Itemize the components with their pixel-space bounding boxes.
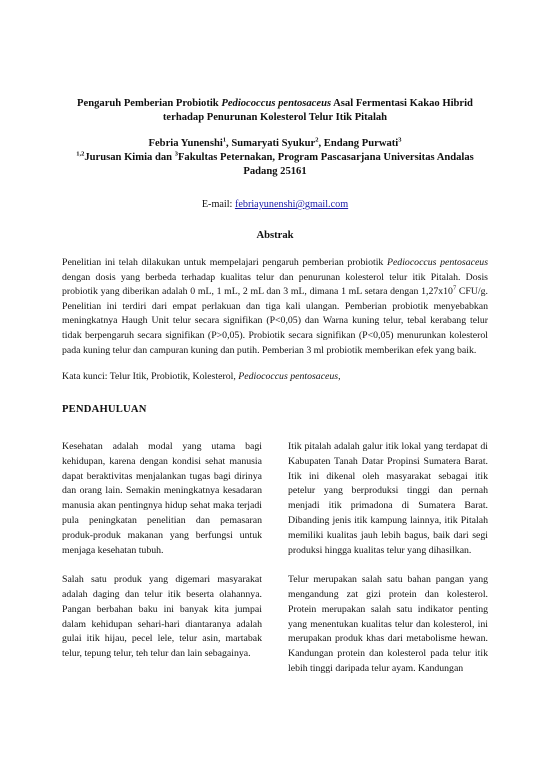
email-label: E-mail: bbox=[201, 199, 235, 210]
author-2-sup: 2 bbox=[315, 136, 319, 144]
affiliation-sup-1: 1,2 bbox=[76, 150, 85, 158]
right-paragraph-2: Telur merupakan salah satu bahan pangan yang mengandung zat gizi protein dan kolesterol. Protein merupakan salah satu indikator penting yang menentukan kualitas telur dan kolesterol, ini merupakan produk khas dari metabolisme hewan. Kandungan protein dan kolesterol pada telur itik lebih tinggi daripada telur ayam. Kandungan bbox=[288, 574, 488, 674]
affiliation-city: Padang 25161 bbox=[243, 166, 307, 177]
section-heading: PENDAHULUAN bbox=[62, 404, 147, 415]
abstract-species: Pediococcus pentosaceus bbox=[386, 257, 489, 268]
affiliation-text-2: Fakultas Peternakan, Program Pascasarjana Universitas Andalas bbox=[177, 152, 474, 163]
author-3: , Endang Purwati bbox=[318, 138, 399, 149]
paper-title bbox=[60, 97, 490, 125]
abstract-text-2: dengan dosis yang berbeda terhadap kualitas telur dan penurunan kolesterol telur itik Pitalah. Dosis probiotik yang diberikan adalah 0 mL, 1 mL, 2 mL dan 3 mL, dimana 1 mL setara dengan 1,27x10 bbox=[62, 271, 488, 298]
title-species: Pediococcus pentosaceus bbox=[221, 98, 332, 109]
title-line-1 bbox=[60, 97, 490, 111]
abstract-text-1: Penelitian ini telah dilakukan untuk mempelajari pengaruh pemberian probiotik bbox=[62, 257, 387, 268]
email-line bbox=[50, 198, 500, 211]
left-column bbox=[62, 440, 262, 677]
abstract-text-3: CFU/g. Penelitian ini terdiri dari empat perlakuan dan tiga kali ulangan. Pemberian probiotik menyebabkan meningkatnya Haugh Unit telur secara signifikan (P<0,05) dan Warna kuning telur, tebal kerabang telur tidak berpengaruh secara signifikan (P>0,05). Probiotik secara signifikan (P<0,05) menurunkan kolesterol pada kuning telur dan campuran kuning dan putih. Pemberian 3 ml probiotik memberikan efek yang baik. bbox=[62, 286, 488, 356]
keywords-species: Pediococcus pentosaceus bbox=[238, 371, 339, 382]
affiliation-text-1: Jurusan Kimia dan bbox=[84, 152, 175, 163]
title-text: Pengaruh Pemberian Probiotik bbox=[77, 98, 222, 109]
author-3-sup: 3 bbox=[398, 136, 402, 144]
abstract-heading: Abstrak bbox=[256, 230, 294, 241]
left-paragraph-2: Salah satu produk yang digemari masyarakat adalah daging dan telur itik beserta olahannya. Pangan berbahan baku ini banyak kita jumpai dalam kehidupan sehari-hari diantaranya adalah gulai itik hijau, pecel lele, telur asin, martabak telur, tepung telur, teh telur dan lain sebagainya. bbox=[62, 574, 262, 660]
keywords-end: , bbox=[338, 371, 341, 382]
title-text-end: Asal Fermentasi Kakao Hibrid bbox=[331, 98, 473, 109]
abstract-exponent: 7 bbox=[452, 284, 457, 292]
affiliation bbox=[50, 151, 500, 165]
abstract-body bbox=[62, 256, 488, 358]
keywords bbox=[62, 370, 488, 383]
affiliation-sup-2: 3 bbox=[174, 150, 178, 158]
email-link[interactable]: febriayunenshi@gmail.com bbox=[234, 199, 349, 210]
author-block bbox=[50, 137, 500, 179]
author-1-sup: 1 bbox=[222, 136, 227, 144]
left-paragraph-1: Kesehatan adalah modal yang utama bagi kehidupan, karena dengan kondisi sehat manusia dapat beraktivitas menjalankan tugas bagi dirinya dan orang lain. Semakin meningkatnya kesadaran manusia akan pentingnya hidup sehat maka terjadi pula peningkatan penelitian dan pemasaran produk-produk makanan yang berfungsi untuk menjaga kesehatan tubuh. bbox=[62, 441, 262, 556]
author-1: Febria Yunenshi bbox=[148, 138, 223, 149]
right-paragraph-1: Itik pitalah adalah galur itik lokal yang terdapat di Kabupaten Tanah Datar Propinsi Sumatera Barat. Itik ini dikenal oleh masyarakat sebagai itik petelur yang berproduksi tinggi dan pernah menjadi itik primadona di Sumatera Barat. Dibanding jenis itik kampung lainnya, itik Pitalah memiliki kualitas jauh lebih bagus, baik dari segi produksi hingga kualitas telur yang dihasilkan. bbox=[288, 441, 488, 556]
title-line-2: terhadap Penurunan Kolesterol Telur Itik Pitalah bbox=[162, 112, 388, 123]
right-column bbox=[288, 440, 488, 692]
author-2: , Sumaryati Syukur bbox=[226, 138, 316, 149]
keywords-text: Kata kunci: Telur Itik, Probiotik, Kolesterol, bbox=[62, 371, 239, 382]
author-names bbox=[50, 137, 500, 151]
